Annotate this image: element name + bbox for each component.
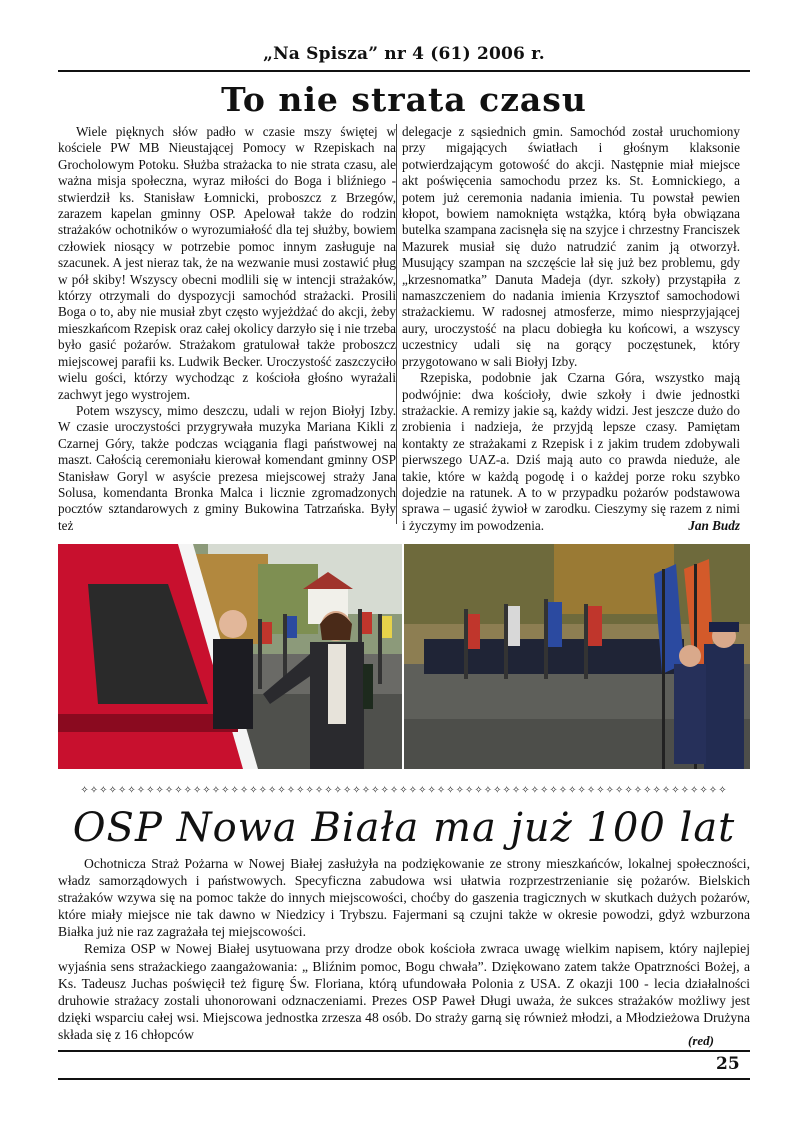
- article1-left-column: [58, 124, 396, 534]
- article2-title: OSP Nowa Biała ma już 100 lat: [72, 805, 736, 851]
- article2-paragraph: Ochotnicza Straż Pożarna w Nowej Białej zasłużyła na podziękowanie ze strony mieszkańców, lokalnej społeczności, władz samorządowych i państwowych. Specyficzna zabudowa wsi ułatwia rozprzestrzenianie się pożarów. Bielskich strażaków wzywa się na pomoc także do innych miejscowości, choćby do gaszenia tragicznych w skutkach dużych pożarów, które miały miejsce nie tak dawno w Niedzicy i Trybszu. Fajermani są czujni także w okresie powodzi, gdyż wzburzona Białka już nie raz zagrażała tej miejscowości.: [58, 856, 750, 940]
- article1-author: Jan Budz: [688, 517, 740, 533]
- footer-bottom-rule: [58, 1078, 750, 1080]
- article2-paragraph: Remiza OSP w Nowej Białej usytuowana przy drodze obok kościoła zwraca uwagę wielkim napisem, który najlepiej wyjaśnia sens strażackiego zaangażowania: „ Bliźnim pomoc, Bogu chwała”. Dziękowano zatem także Opatrzności Bożej, a Ks. Tadeusz Juchas poświęcił też figurę Św. Floriana, którą ufundowała Polonia z USA. Z okazji 100 - lecia działalności druhowie strażacy zostali uhonorowani odznaczeniami. Prezes OSP Paweł Długi uważa, że sukces strażaków możliwy jest dzięki wsparciu całej wsi. Miejscowa jednostka zrzesza 48 osób. Do straży garną się również młodzi, a Młodzieżowa Drużyna składa się z 16 chłopców: [58, 941, 750, 1042]
- running-header: „Na Spisza” nr 4 (61) 2006 r.: [263, 44, 545, 64]
- article1-title: To nie strata czasu: [221, 80, 587, 119]
- article1-paragraph: delegacje z sąsiednich gmin. Samochód został uruchomiony przy migających światłach i głośnym klaksonie potwierdzającym gotowość do akcji. Następnie miał miejsce akt poświęcenia samochodu przez ks. St. Łomnickiego, a potem już ceremonia nadania imienia. Tu powstał pewien kłopot, bowiem namoknięta wstążka, którą była obwiązana butelka szampana zacisnęła się na szyjce i chrzestny Franciszek Mazurek musiał się dużo natrudzić zanim ją otworzył. Musujący szampan na szczęście lał się już bez problemu, gdy „krzesnomatka” Danuta Madeja (dyr. szkoły) przystąpiła z namaszczeniem do nadania imienia Krzysztof samochodowi strażackiemu. W radosnej atmosferze, mimo niesprzyjającej aury, uroczystość na placu dobiegła ku końcowi, a wszyscy uczestnicy udali się na gorący poczęstunek, który przygotowano w sali Biołyj Izby.: [402, 124, 740, 369]
- photo-truck-christening: [58, 544, 402, 769]
- header-rule: [58, 70, 750, 72]
- article2-signature: (red): [688, 1033, 714, 1048]
- decorative-divider: ✧✧✧✧✧✧✧✧✧✧✧✧✧✧✧✧✧✧✧✧✧✧✧✧✧✧✧✧✧✧✧✧✧✧✧✧✧✧✧✧✧✧✧✧✧✧✧✧✧✧✧✧✧✧✧✧✧✧✧✧✧✧✧✧✧✧✧✧✧: [80, 785, 728, 796]
- article1-right-column: [402, 124, 740, 534]
- column-divider: [396, 124, 397, 524]
- footer-rule: [58, 1050, 750, 1052]
- article1-paragraph: [402, 370, 740, 534]
- article1-paragraph-text: Rzepiska, podobnie jak Czarna Góra, wszystko mają podwójnie: dwa kościoły, dwie szkoły i dwie jednostki strażackie. A remizy jakie są, każdy widzi. Jest jeszcze dużo do zrobienia i nadzieja, że przyjdą lepsze czasy. Pamiętam kontakty ze strażakami z Rzepisk i z jakim trudem zdobywali pierwszego UAZ-a. Dziś mają auto co prawda nieduże, ale takie, które w każdą pogodę i o każdej porze roku szybko dojedzie na ratunek. A to w przypadku pożarów podstawowa sprawa – ugasić żywioł w zarodku. Cieszymy się razem z nimi i życzymy im powodzenia.: [402, 370, 740, 533]
- article2-body: [58, 855, 750, 1043]
- article1-paragraph: Wiele pięknych słów padło w czasie mszy świętej w kościele PW MB Nieustającej Pomocy w Rzepiskach na Grocholowym Potoku. Służba strażacka to nie strata czasu, ale ważna misja społeczna, wyraz miłości do Boga i bliźniego - stwierdził ks. Stanisław Łomnicki, proboszcz z Brzegów, zarazem kapelan gminny OSP. Apelował także do rodzin strażaków ochotników o wyrozumiałość dla tej służby, bowiem człowiek niosący w potrzebie pomoc innym zasługuje na szacunek. A jest nieraz tak, że na wezwanie musi zostawić pług w pół skiby! Wszyscy obecni modlili się w intencji strażaków, którzy otrzymali do dyspozycji samochód strażacki. Prosili Boga o to, aby nie musiał zbyt często wyjeżdżać do akcji, żeby mieszkańcom Rzepisk oraz całej okolicy darzyło się i nie trzeba było gasić pożarów. Strażakom gratulował także proboszcz miejscowej parafii ks. Ludwik Becker. Uroczystość zaszczyciło wielu gości, którzy wychodząc z kościoła głośno wyrażali zachwyt jego wystrojem.: [58, 124, 396, 402]
- article1-paragraph: Potem wszyscy, mimo deszczu, udali w rejon Biołyj Izby. W czasie uroczystości przygrywała muzyka Mariana Kikli z Czarnej Góry, także podczas wciągania flagi państwowej na maszt. Całością ceremoniału kierował komendant gminny OSP Stanisław Goryl w asyście prezesa miejscowej straży Jana Solusa, komendanta Bronka Malca i licznie zgromadzonych pocztów sztandarowych z gminy Bukowina Tatrzańska. Były też: [58, 402, 396, 533]
- photo-strip: [58, 544, 750, 769]
- page-number: 25: [716, 1054, 740, 1074]
- photo-flag-ceremony: [404, 544, 750, 769]
